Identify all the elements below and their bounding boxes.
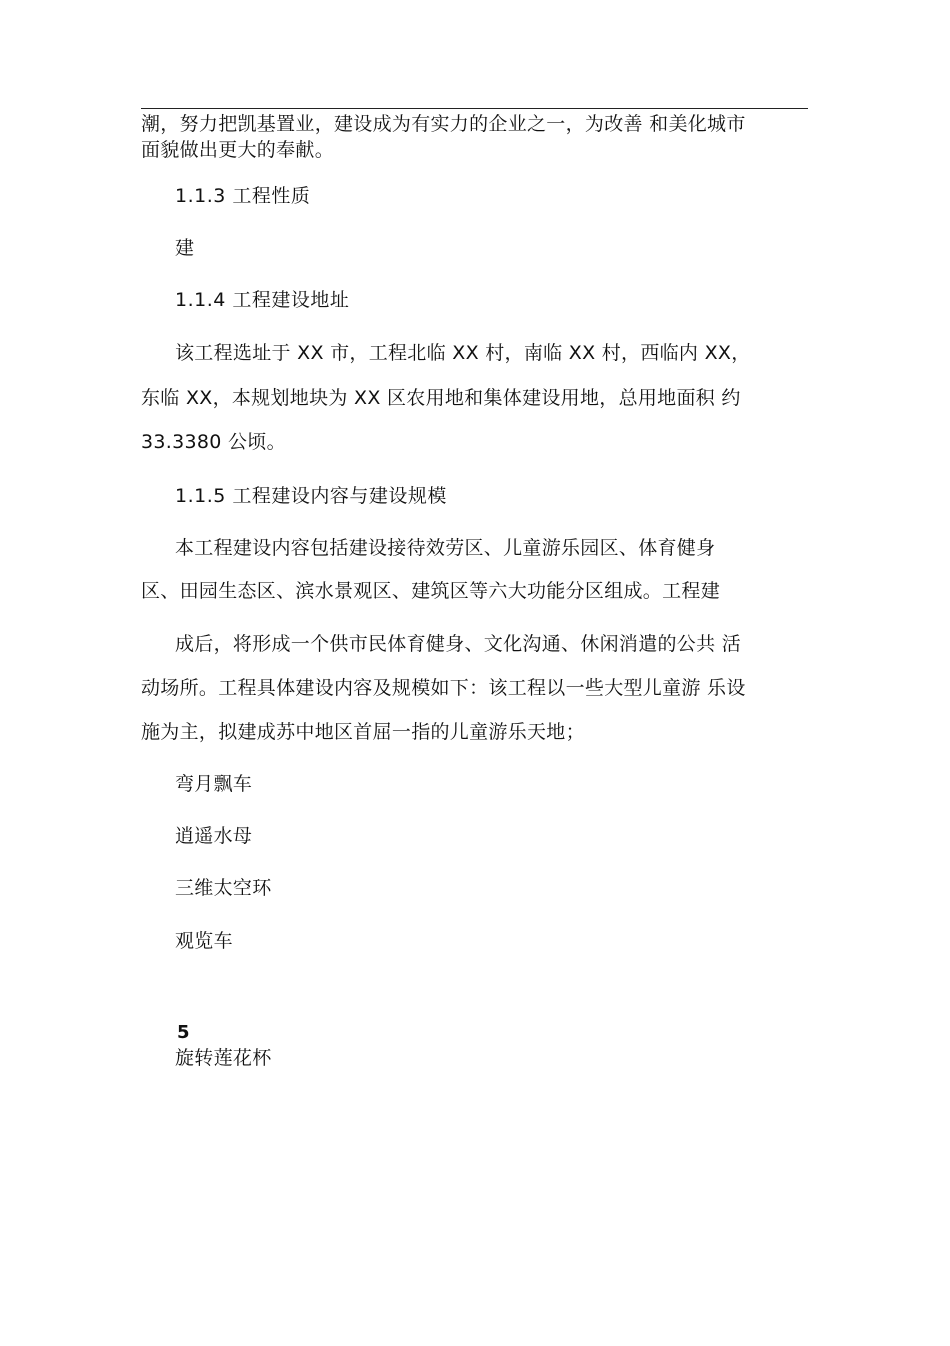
intro-line-2: 面貌做出更大的奉献。 [141, 139, 335, 161]
facility-item: 三维太空环 [175, 877, 272, 899]
section-115-para1-line-1: 本工程建设内容包括建设接待效劳区、儿童游乐园区、体育健身 [175, 537, 716, 559]
section-114-line-2: 东临 XX，本规划地块为 XX 区农用地和集体建设用地，总用地面积 约 [141, 387, 741, 409]
facility-item: 观览车 [175, 930, 233, 952]
page-number: 5 [177, 1022, 190, 1043]
facility-item: 弯月飘车 [175, 773, 253, 795]
section-114-line-1: 该工程选址于 XX 市，工程北临 XX 村，南临 XX 村，西临内 XX， [175, 342, 751, 364]
section-heading-113: 1.1.3 工程性质 [175, 185, 311, 207]
section-115-para2-line-2: 动场所。工程具体建设内容及规模如下：该工程以一些大型儿童游 乐设 [141, 677, 746, 699]
section-114-line-3: 33.3380 公顷。 [141, 431, 286, 453]
facility-item-last: 旋转莲花杯 [175, 1047, 272, 1069]
section-115-para2-line-3: 施为主，拟建成苏中地区首屈一指的儿童游乐天地； [141, 721, 585, 743]
section-115-para1-line-2: 区、田园生态区、滨水景观区、建筑区等六大功能分区组成。工程建 [141, 580, 721, 602]
header-rule [141, 108, 808, 109]
facility-item: 逍遥水母 [175, 825, 253, 847]
section-113-body: 建 [175, 237, 195, 259]
section-115-para2-line-1: 成后，将形成一个供市民体育健身、文化沟通、休闲消遣的公共 活 [175, 633, 742, 655]
section-heading-114: 1.1.4 工程建设地址 [175, 289, 350, 311]
intro-line-1: 潮，努力把凯基置业，建设成为有实力的企业之一，为改善 和美化城市 [141, 113, 746, 135]
section-heading-115: 1.1.5 工程建设内容与建设规模 [175, 485, 447, 507]
